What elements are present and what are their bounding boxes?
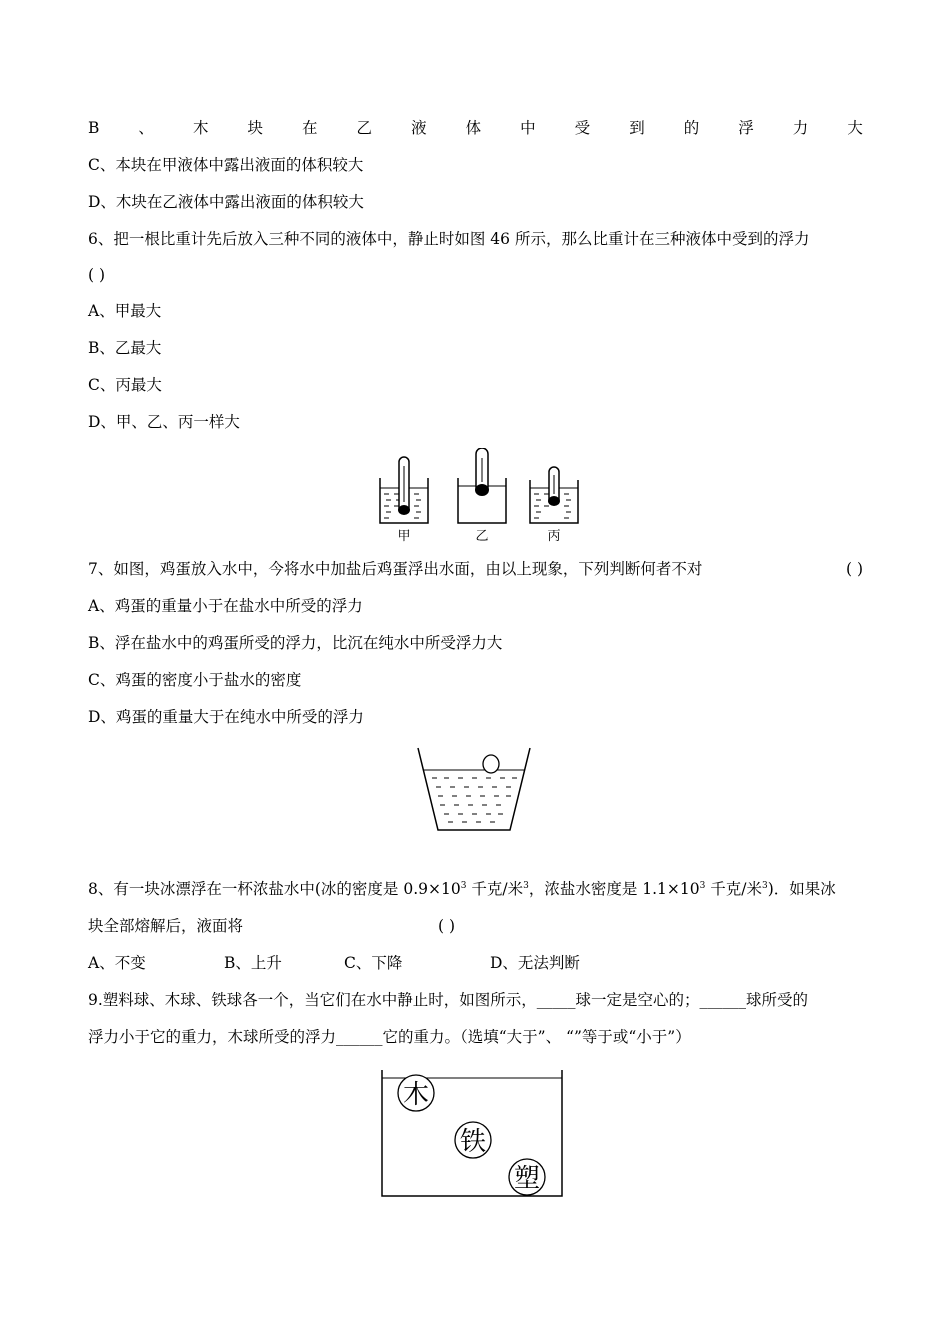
q8-text: 8、有一块冰漂浮在一杯浓盐水中(冰的密度是 0.9×10 [88, 880, 461, 898]
text-char: 受 [574, 119, 591, 137]
text-char: 、 [138, 119, 154, 137]
text-char: 木 [192, 119, 209, 137]
q8-stem-line2: 块全部熔解后，液面将 [88, 917, 244, 935]
text-char: 液 [411, 119, 427, 137]
text-char: 到 [629, 119, 645, 137]
egg-beaker-figure [414, 742, 534, 834]
label-bing: 丙 [547, 528, 561, 543]
q6-stem: 6、把一根比重计先后放入三种不同的液体中，静止时如图 46 所示，那么比重计在三种液体中受到的浮力 [88, 230, 810, 248]
q7-option-d: D、鸡蛋的重量大于在纯水中所受的浮力 [88, 708, 364, 726]
q8-text: 千克/米 [705, 880, 763, 898]
hydrometer-figure [372, 448, 587, 546]
text-char: 在 [302, 119, 318, 137]
q5-option-b [88, 118, 863, 138]
text-char: 力 [792, 119, 809, 137]
q8-option-d: D、无法判断 [490, 954, 580, 972]
q6-option-d: D、甲、乙、丙一样大 [88, 413, 240, 431]
exponent: 3 [699, 881, 706, 891]
text-char: 的 [683, 119, 700, 137]
egg [483, 755, 499, 773]
iron-ball-label: 铁 [459, 1127, 487, 1157]
exponent: 3 [762, 881, 768, 891]
q7-option-c: C、鸡蛋的密度小于盐水的密度 [88, 671, 302, 689]
label-jia: 甲 [397, 528, 411, 543]
q8-option-a: A、不变 [88, 954, 146, 972]
q8-text: )．如果冰 [767, 880, 836, 898]
exponent: 3 [460, 881, 467, 891]
q8-text: ，浓盐水密度是 1.1×10 [528, 880, 700, 898]
text-char: 块 [247, 119, 263, 137]
q7-stem: 7、如图，鸡蛋放入水中，今将水中加盐后鸡蛋浮出水面，由以上现象，下列判断何者不对 [88, 560, 703, 578]
balls-tank-figure [378, 1066, 566, 1200]
q6-option-b: B、乙最大 [88, 339, 162, 357]
text-char: 体 [465, 119, 482, 137]
text-char: B [88, 119, 100, 137]
beaker-yi [458, 448, 506, 523]
q5-option-d: D、木块在乙液体中露出液面的体积较大 [88, 193, 364, 211]
q8-stem-line1 [88, 879, 836, 899]
q9-stem-line1: 9.塑料球、木球、铁球各一个，当它们在水中静止时，如图所示，_____球一定是空心的；______球所受的 [88, 991, 809, 1009]
text-char: 大 [847, 119, 863, 137]
q6-option-a: A、甲最大 [88, 302, 162, 320]
q6-answer-bracket: ( ) [88, 266, 106, 284]
q7-answer-bracket: ( ) [845, 560, 863, 578]
plastic-ball-label: 塑 [513, 1164, 541, 1194]
exponent: 3 [523, 881, 529, 891]
text-char: 中 [520, 119, 536, 137]
q8-option-c: C、下降 [344, 954, 403, 972]
q9-stem-line2: 浮力小于它的重力，木球所受的浮力______它的重力。（选填“大于”、 “”等于或“小于”） [88, 1028, 691, 1046]
q7-option-b: B、浮在盐水中的鸡蛋所受的浮力，比沉在纯水中所受浮力大 [88, 634, 503, 652]
q8-text: 千克/米 [466, 880, 524, 898]
q7-option-a: A、鸡蛋的重量小于在盐水中所受的浮力 [88, 597, 363, 615]
beaker-jia [380, 457, 428, 523]
text-char: 乙 [356, 119, 373, 137]
q6-option-c: C、丙最大 [88, 376, 162, 394]
q8-answer-bracket: ( ) [438, 917, 456, 935]
q5-option-c: C、本块在甲液体中露出液面的体积较大 [88, 156, 364, 174]
q8-option-b: B、上升 [224, 954, 282, 972]
beaker-bing [530, 467, 578, 523]
text-char: 浮 [738, 119, 754, 137]
wood-ball-label: 木 [402, 1080, 430, 1110]
label-yi: 乙 [475, 528, 489, 543]
